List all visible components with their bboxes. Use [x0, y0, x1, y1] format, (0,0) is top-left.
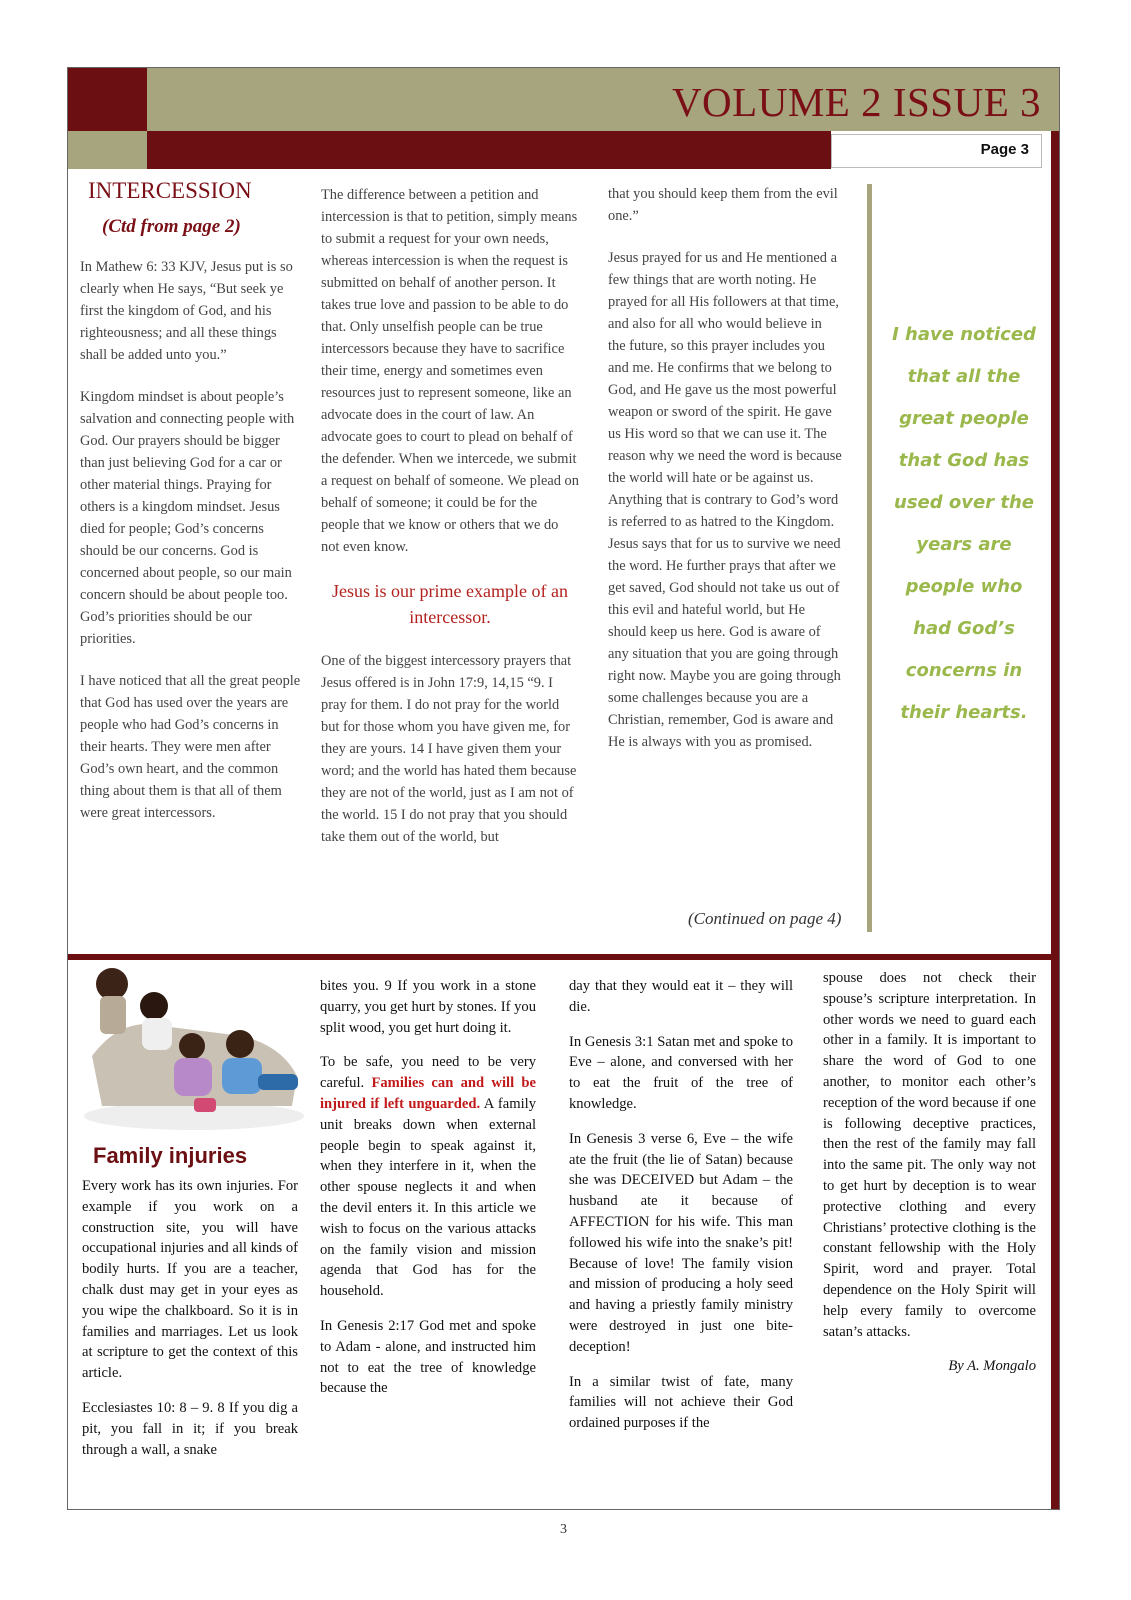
paragraph — [320, 1052, 536, 1302]
paragraph: bites you. 9 If you work in a stone quarry, you get hurt by stones. If you split wood, you get hurt doing it. — [320, 978, 536, 1036]
pull-quote-rule — [867, 184, 872, 932]
header-olive-square — [68, 131, 147, 169]
family-column-2 — [320, 976, 536, 1413]
family-column-4 — [823, 968, 1036, 1391]
paragraph: day that they would eat it – they will die. — [569, 978, 793, 1015]
paragraph: In Genesis 3 verse 6, Eve – the wife ate the fruit (the lie of Satan) because she was DECEIVED but Adam – the husband ate it because of AFFECTION for his wife. This man followed his wife into the snake’s pit! Because of love! The family vision and mission of producing a holy seed and having a priestly family ministry were destroyed in just one bite-deception! — [569, 1130, 793, 1355]
intercession-column-1 — [80, 180, 302, 844]
header-maroon-bar — [147, 131, 831, 169]
paragraph: In Genesis 3:1 Satan met and spoke to Eve – alone, and conversed with her to eat the fruit of the tree of knowledge. — [569, 1033, 793, 1112]
pull-quote: I have noticed that all the great people that God has used over the years are people who had God’s concerns in their hearts. — [892, 324, 1036, 723]
family-photo — [82, 966, 306, 1136]
page-number: 3 — [560, 1522, 567, 1537]
header-maroon-block — [68, 68, 147, 131]
text-run: To be safe, you need to be very careful. — [320, 1054, 536, 1092]
family-injuries-title: Family injuries — [93, 1143, 248, 1168]
intercession-subheading: Jesus is our prime example of an intercessor. — [332, 581, 568, 627]
right-border-rule — [1051, 131, 1059, 1509]
family-column-1 — [82, 1176, 298, 1474]
paragraph: Ecclesiastes 10: 8 – 9. 8 If you dig a pit, you fall in it; if you break through a wall, a snake — [82, 1399, 298, 1458]
page-label-box — [831, 134, 1042, 168]
family-column-3 — [569, 976, 793, 1448]
paragraph: spouse does not check their spouse’s scripture interpretation. In other words we need to guard each other in a family. It is important to share the word of God to one another, to monitor each other’s reception of the word because if one is following deceptive practices, then the rest of the family may fall into the same pit. The only way not to get hurt by deception is to wear protective clothing and every Christians’ protective clothing is the constant fellowship with the Holy Spirit, word and prayer. Total dependence on the Holy Spirit will help every family to overcome satan’s attacks. — [823, 970, 1036, 1340]
intercession-title: INTERCESSION — [88, 178, 252, 203]
paragraph: Every work has its own injuries. For example if you work on a construction site, you will have occupational injuries and all kinds of bodily hurts. If you are a teacher, chalk dust may get in your eyes as you wipe the chalkboard. So it is in families and marriages. Let us look at scripture to get the context of this article. — [82, 1178, 299, 1382]
paragraph: In Genesis 2:17 God met and spoke to Adam - alone, and instructed him not to eat the tree of knowledge because the — [320, 1317, 536, 1397]
intercession-subtitle: (Ctd from page 2) — [102, 216, 241, 237]
intercession-column-2 — [321, 184, 579, 868]
emphasis-text: Families can and will be injured if left unguarded. — [320, 1075, 537, 1112]
paragraph: In a similar twist of fate, many families will not achieve their God ordained purposes if the — [569, 1373, 793, 1432]
continued-note: (Continued on page 4) — [688, 909, 842, 928]
intercession-column-3 — [608, 183, 842, 773]
section-divider — [68, 954, 1051, 960]
paragraph: I have noticed that all the great people that God has used over the years are people who had God’s concerns in their hearts. They were men after God’s own heart, and the common thing about them is that all of them were great intercessors. — [80, 673, 301, 821]
byline: By A. Mongalo — [948, 1358, 1036, 1375]
paragraph: One of the biggest intercessory prayers that Jesus offered is in John 17:9, 14,15 “9. I pray for them. I do not pray for the world but for those whom you have given me, for they are yours. 14 I have given them your word; and the world has hated them because they are not of the world, just as I am not of the world. 15 I do not pray that you should take them out of the world, but — [321, 653, 577, 845]
page-label: Page 3 — [980, 141, 1029, 158]
paragraph: In Mathew 6: 33 KJV, Jesus put is so clearly when He says, “But seek ye first the kingdom of God, and his righteousness; and all these things shall be added unto you.” — [80, 259, 293, 363]
issue-title: VOLUME 2 ISSUE 3 — [671, 79, 1041, 125]
paragraph: that you should keep them from the evil one.” — [608, 186, 838, 224]
text-run: A family unit breaks down when external people begin to speak against it, when they interfere in it, when the other spouse neglects it and when the devil enters it. In this article we wish to focus on the various attacks on the family vision and mission agenda that God has for the household. — [320, 1095, 536, 1300]
paragraph: Kingdom mindset is about people’s salvation and connecting people with God. Our prayers should be bigger than just believing God for a car or other material things. Praying for others is a kingdom mindset. Jesus died for people; God’s concerns should be our concerns. God is concerned about people, so our main concern should be about people too. God’s priorities should be our priorities. — [80, 389, 295, 647]
paragraph: The difference between a petition and intercession is that to petition, simply means to submit a request for your own needs, whereas intercession is when the request is submitted on behalf of another person. It takes true love and passion to be able to do that. Only unselfish people can be true intercessors because they have to sacrifice their time, energy and sometimes even resources just to represent someone, like an advocate does in the court of law. An advocate goes to court to plead on behalf of the defender. When we intercede, we submit a request on behalf of someone. We plead on behalf of someone; it could be for the people that we know or others that we do not even know. — [321, 187, 579, 555]
paragraph: Jesus prayed for us and He mentioned a few things that are worth noting. He prayed for all His followers at that time, and also for all who would believe in the future, so this prayer includes you and me. He confirms that we belong to God, and He gave us the most powerful weapon or sword of the spirit. He gave us His word so that we can use it. The reason why we need the word is because the world will hate or be against us. Anything that is contrary to God’s word is referred to as hatred to the Kingdom. Jesus says that for us to survive we need the word. He further prays that after we get saved, God should not take us out of this evil and hateful world, but He should keep us here. God is aware of any situation that you are going through right now. Maybe you are going through some challenges because you are a Christian, remember, God is aware and He is always with you as promised. — [608, 250, 842, 750]
